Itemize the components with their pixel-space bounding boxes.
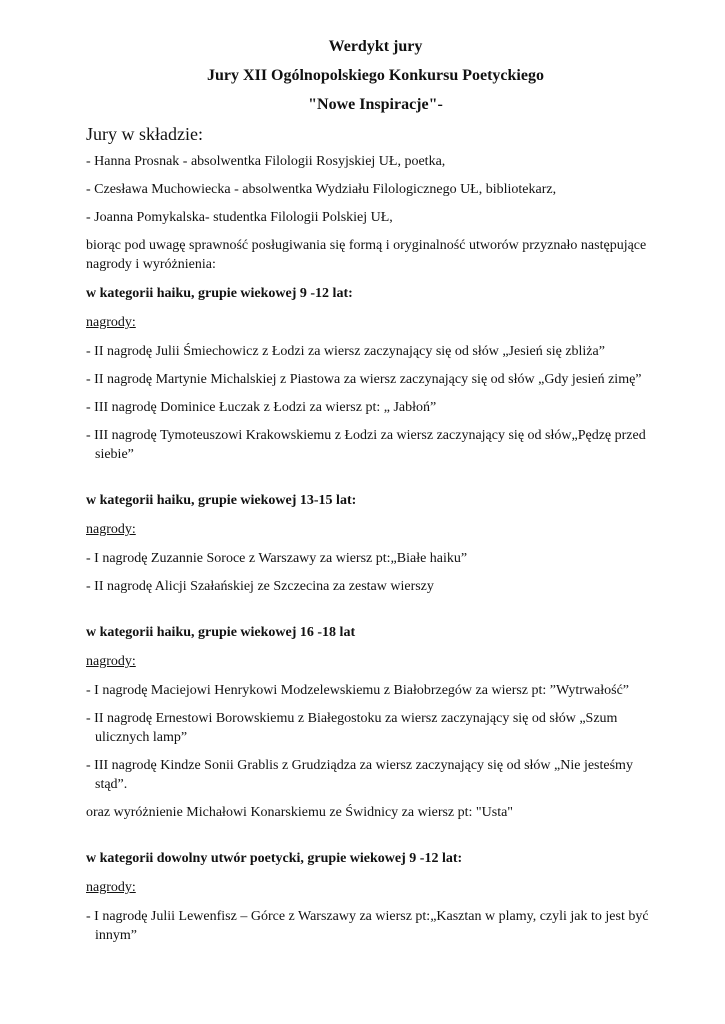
- jury-member: - Joanna Pomykalska- studentka Filologii Polskiej UŁ,: [86, 210, 393, 225]
- category-heading: w kategorii haiku, grupie wiekowej 9 -12 lat:: [86, 286, 353, 301]
- document-title: [86, 32, 665, 119]
- award-item: - I nagrodę Zuzannie Soroce z Warszawy za wiersz pt:„Białe haiku”: [86, 551, 468, 566]
- distinction-note: oraz wyróżnienie Michałowi Konarskiemu ze Świdnicy za wiersz pt: "Usta": [86, 805, 514, 820]
- title-line-3: "Nowe Inspiracje"-: [308, 96, 443, 113]
- award-item: - I nagrodę Julii Lewenfisz – Górce z Warszawy za wiersz pt:„Kasztan w plamy, czyli jak to jest być innym”: [86, 909, 649, 943]
- award-item: - III nagrodę Dominice Łuczak z Łodzi za wiersz pt: „ Jabłoń”: [86, 400, 437, 415]
- category-heading: w kategorii dowolny utwór poetycki, grupie wiekowej 9 -12 lat:: [86, 851, 463, 866]
- jury-member: - Czesława Muchowiecka - absolwentka Wydziału Filologicznego UŁ, bibliotekarz,: [86, 182, 557, 197]
- title-line-1: Werdykt jury: [328, 38, 423, 55]
- award-item: - III nagrodę Kindze Sonii Grablis z Grudziądza za wiersz zaczynający się od słów „Nie jesteśmy stąd”.: [86, 758, 633, 792]
- category-heading: w kategorii haiku, grupie wiekowej 16 -18 lat: [86, 625, 356, 640]
- jury-member: - Hanna Prosnak - absolwentka Filologii Rosyjskiej UŁ, poetka,: [86, 154, 446, 169]
- intro-paragraph: biorąc pod uwagę sprawność posługiwania się formą i oryginalność utworów przyznało następujące nagrody i wyróżnienia:: [86, 238, 647, 272]
- awards-subheading: nagrody:: [86, 522, 136, 537]
- award-item: - II nagrodę Alicji Szałańskiej ze Szczecina za zestaw wierszy: [86, 579, 434, 594]
- award-item: - II nagrodę Martynie Michalskiej z Piastowa za wiersz zaczynający się od słów „Gdy jesień zimę”: [86, 372, 642, 387]
- awards-subheading: nagrody:: [86, 315, 136, 330]
- jury-heading: Jury w składzie:: [86, 124, 203, 144]
- award-item: - II nagrodę Julii Śmiechowicz z Łodzi za wiersz zaczynający się od słów „Jesień się zbliża”: [86, 344, 605, 359]
- award-item: - III nagrodę Tymoteuszowi Krakowskiemu z Łodzi za wiersz zaczynający się od słów„Pędzę przed siebie”: [86, 428, 646, 462]
- awards-subheading: nagrody:: [86, 654, 136, 669]
- awards-subheading: nagrody:: [86, 880, 136, 895]
- title-line-2: Jury XII Ogólnopolskiego Konkursu Poetyckiego: [207, 67, 544, 84]
- category-heading: w kategorii haiku, grupie wiekowej 13-15 lat:: [86, 493, 357, 508]
- award-item: - I nagrodę Maciejowi Henrykowi Modzelewskiemu z Białobrzegów za wiersz pt: ”Wytrwałość”: [86, 683, 630, 698]
- award-item: - II nagrodę Ernestowi Borowskiemu z Białegostoku za wiersz zaczynający się od słów „Szum ulicznych lamp”: [86, 711, 618, 745]
